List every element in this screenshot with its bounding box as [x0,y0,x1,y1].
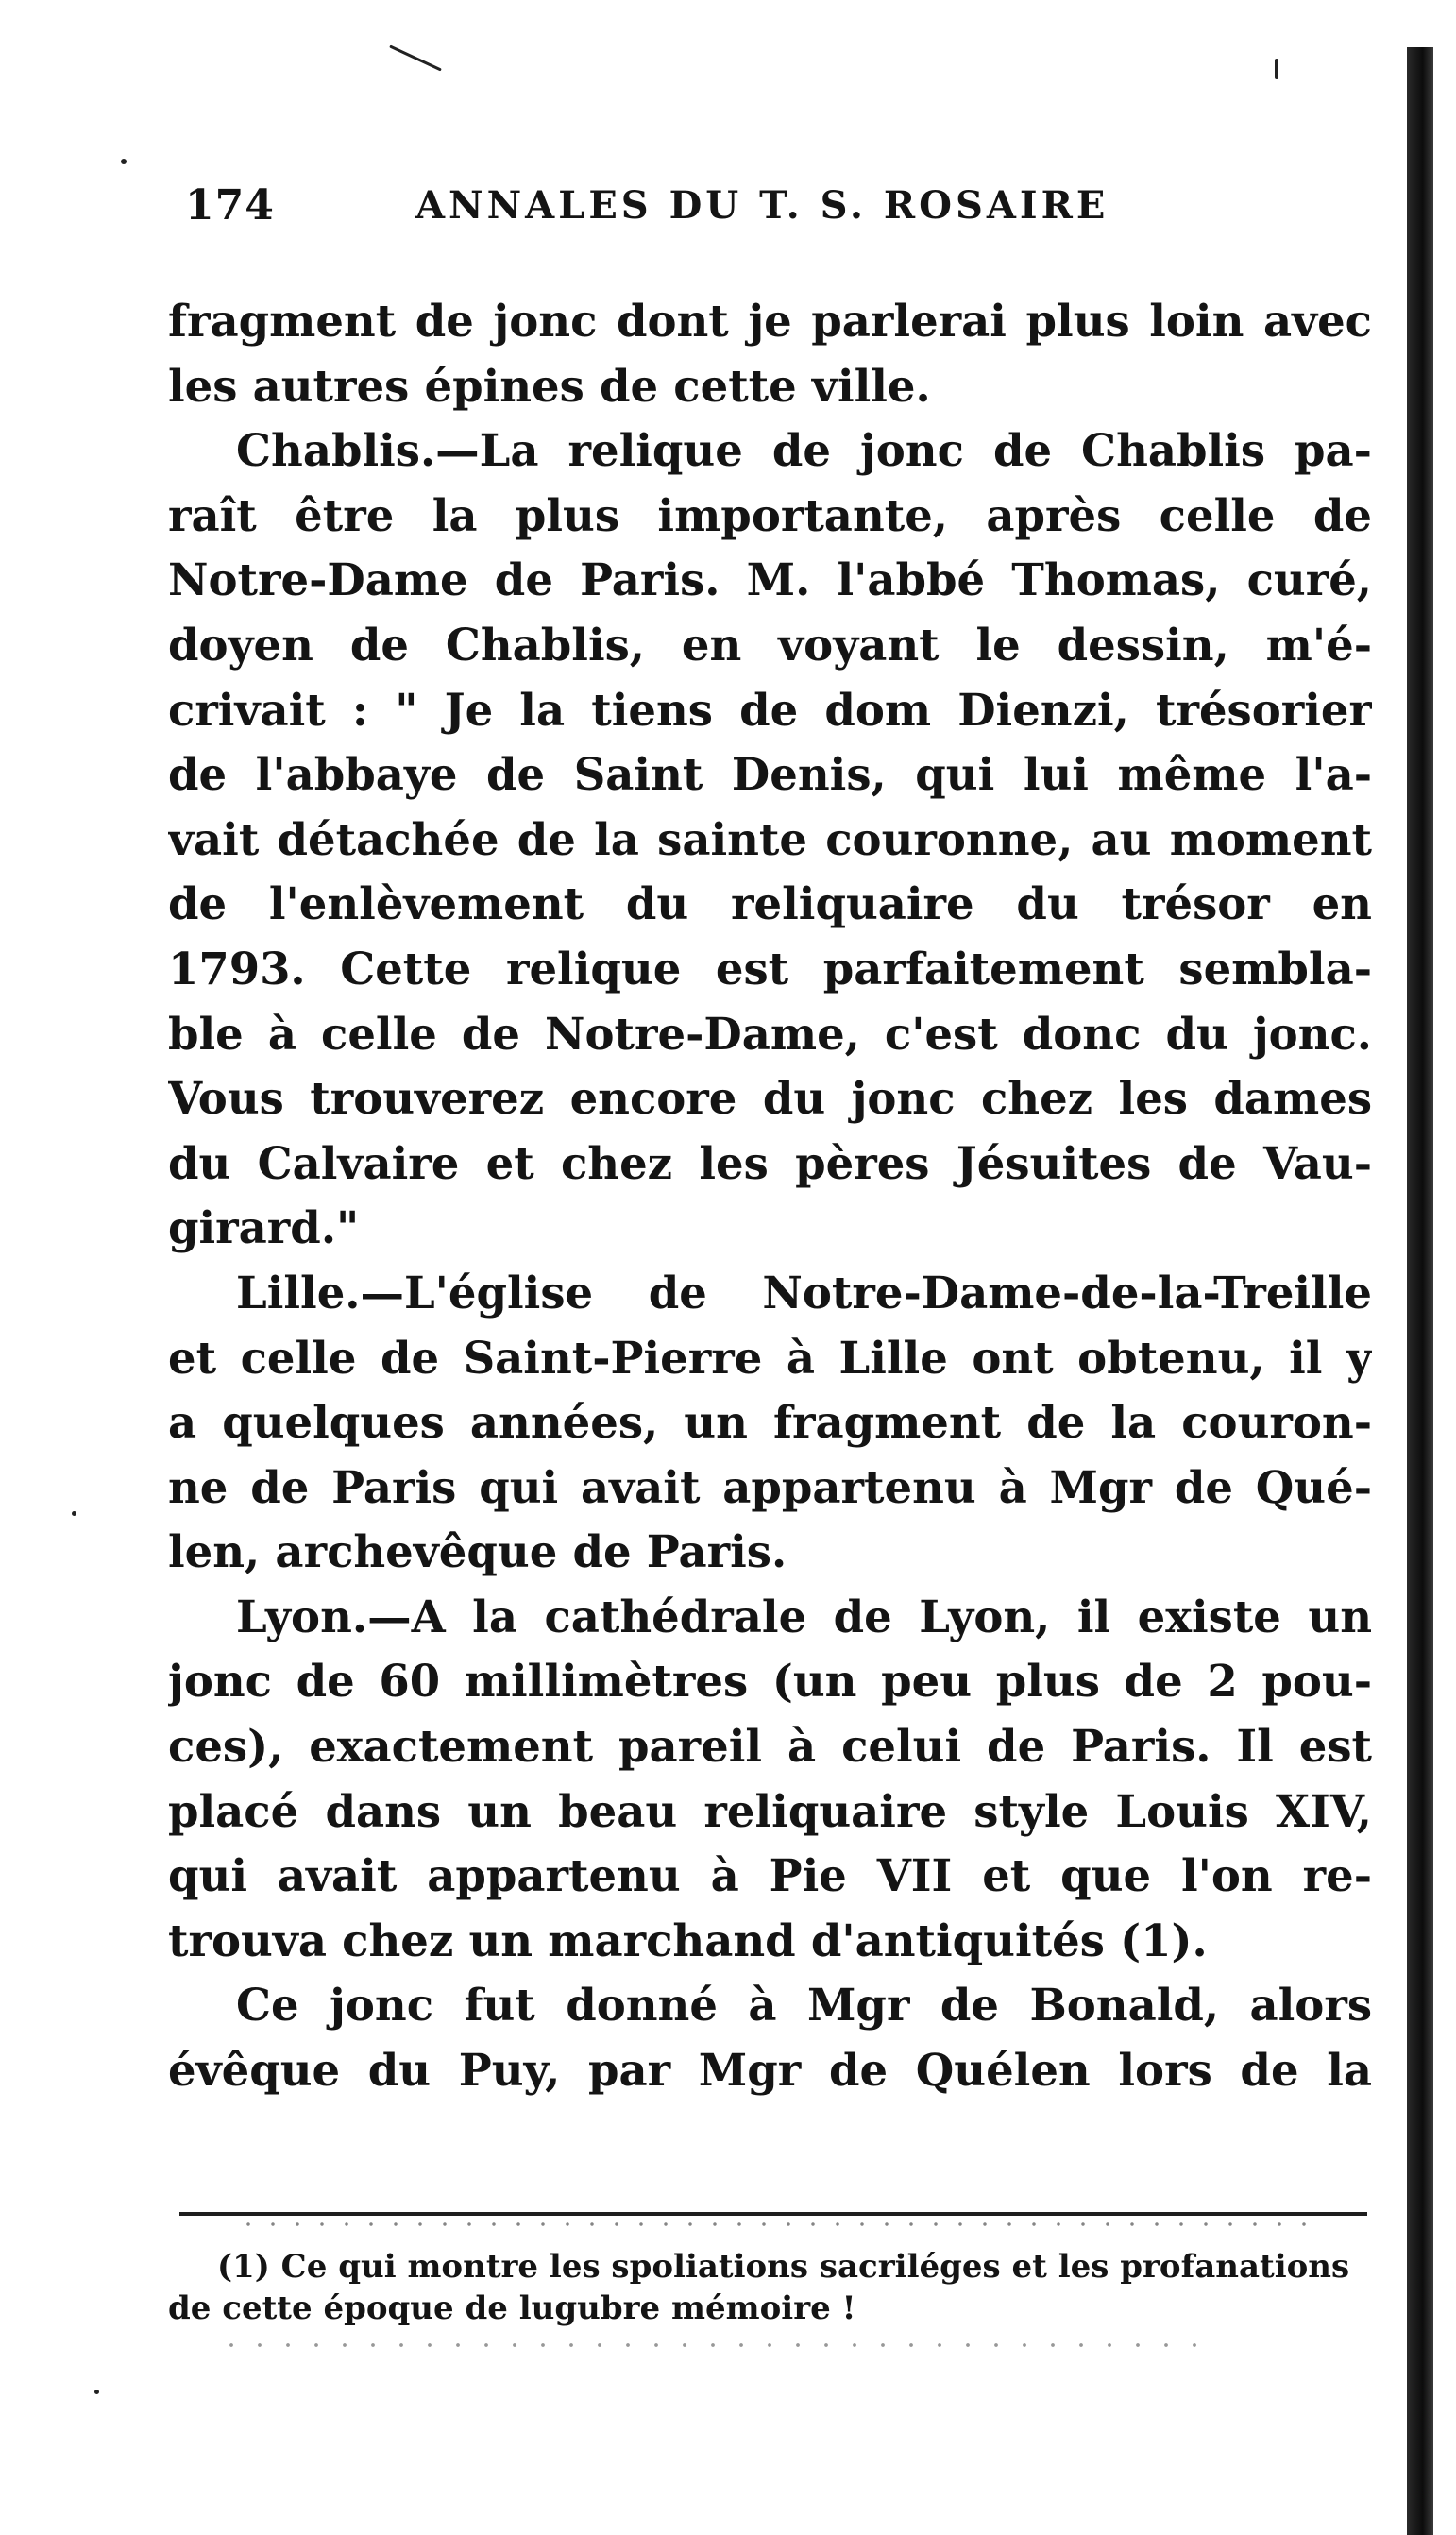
page-header [185,181,1129,242]
text-line: a quelques années, un fragment de la couron- [168,1396,1372,1449]
text-line: jonc de 60 millimètres (un peu plus de 2 pou- [168,1655,1372,1708]
page-number: 174 [185,181,275,230]
scan-speck [121,159,127,164]
text-line: ne de Paris qui avait appartenu à Mgr de Qué- [168,1460,1372,1513]
text-line: fragment de jonc dont je parlerai plus loin avec [168,295,1372,347]
text-line: et celle de Saint-Pierre à Lille ont obtenu, il y [168,1331,1372,1384]
footnote [168,2246,1372,2329]
running-head: ANNALES DU T. S. ROSAIRE [415,183,1109,228]
text-line: raît être la plus importante, après celle de [168,488,1372,541]
text-line: Ce jonc fut donné à Mgr de Bonald, alors [236,1979,1372,2032]
text-line: Lille.—L'église de Notre-Dame-de-la-Treille [236,1266,1372,1319]
text-line: Notre-Dame de Paris. M. l'abbé Thomas, curé, [168,553,1372,606]
text-line: crivait : " Je la tiens de dom Dienzi, trésorier [168,683,1372,736]
text-line: 1793. Cette relique est parfaitement sembla- [168,942,1372,995]
text-line: de l'enlèvement du reliquaire du trésor en [168,877,1372,930]
scan-speck [94,2390,99,2394]
text-line: trouva chez un marchand d'antiquités (1). [168,1914,1208,1966]
text-line: girard." [168,1201,360,1254]
binding-edge [1407,47,1433,2535]
footnote-rule [179,2212,1367,2216]
text-line: placé dans un beau reliquaire style Louis XIV, [168,1784,1372,1837]
scan-speck [72,1511,76,1516]
text-line: ces), exactement pareil à celui de Paris. Il est [168,1720,1372,1773]
text-line: Lyon.—A la cathédrale de Lyon, il existe un [236,1590,1372,1642]
text-line: doyen de Chablis, en voyant le dessin, m'é- [168,618,1372,671]
body-text [168,289,1372,2103]
footnote-line: (1) Ce qui montre les spoliations sacriléges et les profanations [217,2248,1350,2286]
text-line: du Calvaire et chez les pères Jésuites de Vau- [168,1136,1372,1189]
text-line: len, archevêque de Paris. [168,1525,787,1578]
text-line: Chablis.—La relique de jonc de Chablis pa- [236,424,1372,477]
bleed-through-noise [217,2340,1209,2350]
text-line: de l'abbaye de Saint Denis, qui lui même l'a- [168,748,1372,801]
text-line: Vous trouverez encore du jonc chez les dames [168,1072,1372,1125]
text-line: évêque du Puy, par Mgr de Quélen lors de la [168,2044,1372,2097]
footnote-rule-noise [236,2221,1322,2227]
text-line: vait détachée de la sainte couronne, au moment [168,812,1372,865]
footnote-line: de cette époque de lugubre mémoire ! [168,2289,856,2327]
text-line: les autres épines de cette ville. [168,359,931,412]
scan-speck [389,44,442,71]
text-line: qui avait appartenu à Pie VII et que l'on re- [168,1849,1372,1902]
text-line: ble à celle de Notre-Dame, c'est donc du jonc. [168,1007,1372,1060]
scan-speck [1275,59,1278,79]
